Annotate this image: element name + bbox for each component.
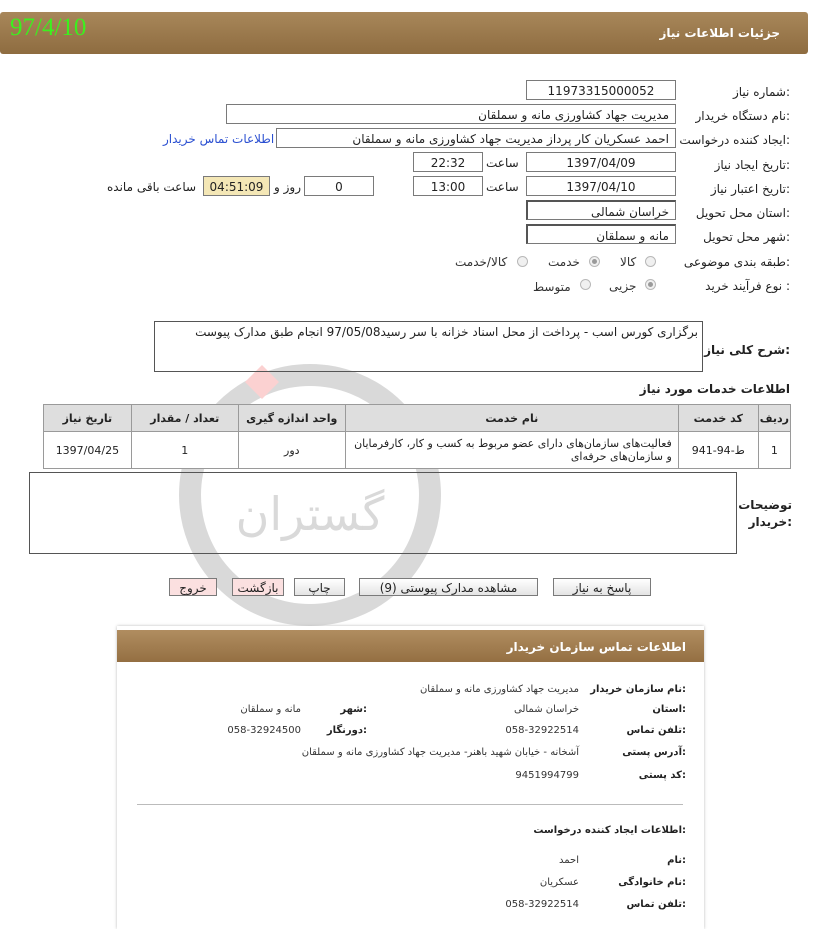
need-number-field: 1197331500005‎2	[526, 80, 676, 100]
buyer-contact-link[interactable]: اطلاعات تماس خریدار	[163, 132, 275, 146]
buyer-notes-box[interactable]	[29, 472, 737, 554]
description-text: برگزاری کورس اسب - پرداخت از محل اسناد خزانه با سر رسید97/05/08 انجام طبق مدارک پیوست	[195, 325, 698, 339]
process-minor-label: جزیی	[609, 279, 637, 293]
announce-date-label: تاریخ ایجاد نیاز:	[714, 158, 790, 172]
exit-button[interactable]: خروج	[169, 578, 217, 596]
description-box	[154, 321, 703, 372]
contact-panel-header	[117, 630, 704, 662]
contact-city-value: مانه و سملقان	[240, 704, 301, 715]
province-label: استان محل تحویل:	[695, 206, 790, 220]
creator-family-value: عسکریان	[539, 877, 579, 888]
contact-org-label: نام سازمان خریدار:	[590, 684, 686, 695]
city-field: مانه و سملقان	[526, 224, 676, 244]
valid-date-field: 1397/04/10	[526, 176, 676, 196]
process-radio-minor[interactable]	[645, 279, 656, 290]
contact-province-value: خراسان شمالی	[513, 704, 579, 715]
category-label: طبقه بندی موضوعی:	[683, 255, 790, 269]
contact-address-label: آدرس پستی:	[622, 747, 686, 758]
category-goods-label: کالا	[620, 255, 637, 269]
requester-label: ایجاد کننده درخواست:	[679, 133, 790, 147]
contact-divider	[137, 804, 683, 805]
print-button[interactable]: چاپ	[294, 578, 345, 596]
services-title: اطلاعات خدمات مورد نیاز	[639, 382, 790, 396]
reply-button[interactable]: پاسخ به نیاز	[553, 578, 651, 596]
remaining-time-field: 04:51:09	[203, 176, 270, 196]
announce-time-label: ساعت	[486, 156, 519, 170]
contact-phone-value: 058-32922514	[505, 725, 579, 736]
buyer-org-field: مدیریت جهاد کشاورزی مانه و سملقان	[226, 104, 676, 124]
cell-name: فعالیت‌های سازمان‌های دارای عضو مربوط به کسب و کار، کارفرمایان و سازمان‌های حرفه‌ای	[345, 432, 678, 469]
cell-unit: دور	[238, 432, 345, 469]
process-label: نوع فرآیند خرید :	[705, 279, 790, 293]
col-row: ردیف	[758, 405, 790, 432]
announce-date-field: 1397/04/09	[526, 152, 676, 172]
need-number-label: شماره نیاز:	[732, 85, 790, 99]
contact-province-label: استان:	[652, 704, 686, 715]
page-title: جزئیات اطلاعات نیاز	[659, 26, 780, 40]
notes-label-1: توضیحات	[738, 498, 792, 512]
contact-city-label: شهر:	[340, 704, 367, 715]
valid-time-label: ساعت	[486, 180, 519, 194]
category-radio-goods[interactable]	[645, 256, 656, 267]
svg-text:گستران: گستران	[235, 487, 385, 541]
contact-fax-label: دورنگار:	[326, 725, 367, 736]
process-medium-label: متوسط	[533, 280, 571, 294]
contact-postal-value: 9451994799	[515, 770, 579, 781]
days-left-field: 0	[304, 176, 374, 196]
days-label: روز و	[274, 180, 301, 194]
category-service-label: خدمت	[548, 255, 580, 269]
buyer-contact-panel	[117, 626, 704, 929]
date-stamp: 97/4/10	[10, 14, 87, 41]
cell-code: ط-94-941	[678, 432, 758, 469]
valid-date-label: تاریخ اعتبار نیاز:	[710, 182, 790, 196]
creator-phone-value: 058-32922514	[505, 899, 579, 910]
cell-row: 1	[758, 432, 790, 469]
col-code: کد خدمت	[678, 405, 758, 432]
back-button[interactable]: بازگشت	[232, 578, 284, 596]
city-label: شهر محل تحویل:	[703, 230, 790, 244]
province-field: خراسان شمالی	[526, 200, 676, 220]
category-radio-both[interactable]	[517, 256, 528, 267]
category-both-label: کالا/خدمت	[455, 255, 508, 269]
requester-field: احمد عسکریان کار پرداز مدیریت جهاد کشاورزی مانه و سملقان	[276, 128, 676, 148]
creator-name-value: احمد	[559, 855, 579, 866]
creator-family-label: نام خانوادگی:	[618, 877, 686, 888]
col-qty: تعداد / مقدار	[131, 405, 238, 432]
creator-section-title: اطلاعات ایجاد کننده درخواست:	[533, 825, 686, 836]
buyer-org-label: نام دستگاه خریدار:	[695, 109, 790, 123]
contact-fax-value: 058-32924500	[227, 725, 301, 736]
cell-qty: 1	[131, 432, 238, 469]
contact-address-value: آشخانه - خیابان شهید باهنر- مدیریت جهاد کشاورزی مانه و سملقان	[301, 747, 579, 758]
services-table	[43, 404, 791, 469]
col-name: نام خدمت	[345, 405, 678, 432]
creator-name-label: نام:	[667, 855, 686, 866]
page-header	[0, 12, 808, 54]
contact-postal-label: کد پستی:	[638, 770, 686, 781]
announce-time-field: 22:32	[413, 152, 483, 172]
col-date: تاریخ نیاز	[44, 405, 132, 432]
category-radio-service[interactable]	[589, 256, 600, 267]
remaining-label: ساعت باقی مانده	[107, 180, 197, 194]
contact-panel-title: اطلاعات تماس سازمان خریدار	[506, 640, 686, 654]
view-documents-button[interactable]: مشاهده مدارک پیوستی (9)	[359, 578, 538, 596]
contact-phone-label: تلفن تماس:	[626, 725, 686, 736]
col-unit: واحد اندازه گیری	[238, 405, 345, 432]
process-radio-medium[interactable]	[580, 279, 591, 290]
contact-org-value: مدیریت جهاد کشاورزی مانه و سملقان	[419, 684, 579, 695]
valid-time-field: 13:00	[413, 176, 483, 196]
table-row	[44, 432, 791, 469]
notes-label-2: خریدار:	[748, 515, 792, 529]
creator-phone-label: تلفن تماس:	[626, 899, 686, 910]
description-label: شرح کلی نیاز:	[704, 343, 790, 357]
cell-date: 1397/04/25	[44, 432, 132, 469]
